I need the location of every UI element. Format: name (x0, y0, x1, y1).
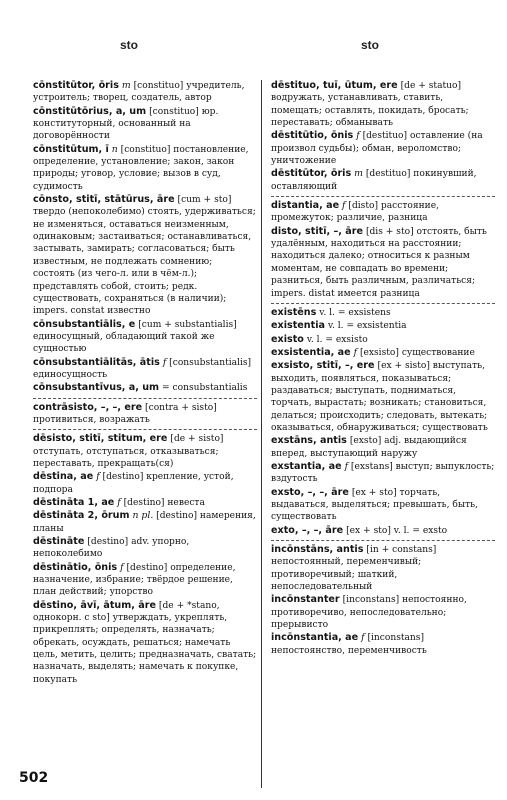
headword: exstāns, antis (271, 435, 347, 447)
dictionary-entry (271, 461, 495, 487)
page-number: 502 (19, 770, 49, 786)
definition: [dis + sto] отстоять, быть удалённым, находиться на расстоянии; находиться далеко; относиться к разным моментам, не совпадать во времени; разниться, быть различным, различаться; impers. distat имеется разница (271, 226, 487, 299)
definition: = consubstantialis (162, 383, 248, 394)
grammar-label: f (361, 632, 365, 644)
dictionary-entry (271, 130, 495, 168)
headword: dēstituo, tuī, ūtum, ere (271, 80, 398, 91)
definition: [exstans] выступ; выпуклость; вздутость (271, 461, 495, 485)
definition: [ex + sisto] выступать, выходить, появляться, показываться; раздаваться; выступать, подниматься, торчать, вырастать; возникать; становиться, делаться; происходить; следовать, вытекать; оказываться, обнаруживаться; существовать (271, 361, 488, 433)
running-header-left: sto (120, 38, 138, 52)
definition: [constituo] юр. конституторный, основанный на договорённости (33, 106, 219, 142)
dictionary-entry (33, 319, 257, 357)
dictionary-entry (33, 194, 257, 318)
grammar-label: f (342, 200, 346, 212)
entry-separator (33, 429, 257, 430)
headword: contrāsisto, –, –, ere (33, 401, 143, 413)
headword: incōnstāns, antis (271, 544, 364, 556)
dictionary-entry (271, 525, 495, 538)
definition: [exsisto] существование (357, 347, 475, 358)
headword: cōnstitūtor, ōris (33, 80, 119, 91)
dictionary-entry (271, 200, 495, 226)
grammar-label: n pl. (132, 510, 154, 522)
definition: [constituo] учредитель, устроитель; творец, создатель, автор (33, 81, 245, 104)
dictionary-entry (271, 80, 495, 130)
definition: [destino] крепление, устой, подпора (33, 472, 234, 495)
definition: v. l. = exsisto (306, 334, 368, 345)
headword: existēns (271, 306, 317, 318)
running-header-right: sto (361, 38, 379, 52)
column-divider (261, 80, 262, 788)
dictionary-entry (33, 144, 257, 194)
headword: dēstināta 1, ae (33, 497, 115, 508)
headword: dēstina, ae (33, 471, 94, 483)
dictionary-entry (271, 544, 495, 594)
definition: v. l. = exsistens (319, 307, 391, 318)
dictionary-entry (271, 168, 495, 194)
dictionary-entry (271, 307, 495, 320)
headword: exto, –, –, āre (271, 524, 344, 536)
dictionary-entry (271, 632, 495, 658)
headword: cōnstitūtōrius, a, um (33, 105, 147, 117)
entry-separator (33, 398, 257, 399)
headword: exstantia, ae (271, 460, 342, 472)
definition: [destino] adv. упорно, непоколебимо (33, 537, 190, 560)
definition: [cum + sto] твердо (непоколебимо) стоять, удерживаться; не изменяться, оставаться неизменным, одинаковым; застаиваться; останавливаться, застывать, замирать; согласоваться; быть известным, не подлежать сомнению; состоять (из чего-л. или в чём-л.); представлять собой, стоить; редк. существовать, сохраняться (в наличии); impers. constat известно (33, 195, 256, 317)
grammar-label: f (96, 471, 100, 483)
grammar-label: f (353, 346, 358, 358)
definition: [in + constans] непостоянный, переменчивый; противоречивый; шаткий, непоследовательный (271, 545, 437, 593)
headword: dēsisto, stitī, stitum, ere (33, 433, 168, 445)
headword: incōnstantia, ae (271, 632, 359, 644)
headword: dēstitūtor, ōris (271, 168, 352, 180)
dictionary-entry (271, 487, 495, 525)
definition: [ex + sto] торчать, выдаваться, выделяться; превышать, быть, существовать (271, 487, 478, 523)
definition: [destituo] оставление (на произвол судьбы); обман, вероломство; уничтожение (271, 131, 483, 167)
headword: dēstināte (33, 536, 85, 548)
definition: [inconstans] непостоянство, переменчивость (271, 633, 427, 656)
headword: distantia, ae (271, 200, 340, 212)
dictionary-entry (271, 435, 495, 461)
entry-separator (271, 540, 495, 541)
definition: v. l. = exsistentia (327, 321, 407, 332)
definition: [exsto] adj. выдающийся вперед, выступающий наружу (271, 436, 467, 459)
definition: [ex + sto] v. l. = exsto (346, 525, 448, 536)
headword: cōnsubstantīvus, a, um (33, 382, 160, 394)
dictionary-entry (33, 600, 257, 687)
definition: [de + statuo] водружать, устанавливать, ставить, помещать; оставлять, покидать, бросать; переставать; обманывать (271, 81, 469, 129)
headword: incōnstanter (271, 594, 340, 606)
grammar-label: f (162, 356, 167, 368)
definition: [constituo] постановление, определение, установление; закон, закон природы; уговор, условие; вызов в суд, судимость (33, 144, 249, 192)
dictionary-entry (33, 497, 257, 510)
definition: [disto] расстояние, промежуток; различие, разница (271, 201, 439, 224)
dictionary-entry (33, 536, 257, 562)
headword: dēstināta 2, ōrum (33, 510, 130, 522)
headword: disto, stitī, –, āre (271, 225, 363, 237)
entry-separator (271, 303, 495, 304)
grammar-label: f (356, 130, 360, 142)
grammar-label: m (354, 168, 363, 180)
headword: exsto, –, –, āre (271, 486, 349, 498)
dictionary-entry (33, 471, 257, 497)
definition: [inconstans] непостоянно, противоречиво, непоследовательно; прерывисто (271, 595, 467, 631)
definition: [consubstantialis] единосущность (33, 357, 252, 380)
dictionary-entry (33, 433, 257, 471)
dictionary-entry (33, 382, 257, 395)
headword: dēstinātio, ōnis (33, 561, 118, 573)
definition: [contra + sisto] противиться, возражать (33, 402, 217, 425)
dictionary-entry (271, 594, 495, 632)
grammar-label: n (111, 143, 118, 155)
headword: cōnsubstantiālitās, ātis (33, 356, 160, 368)
headword: cōnstitūtum, ī (33, 143, 109, 155)
dictionary-entry (33, 402, 257, 428)
right-column (271, 80, 495, 658)
definition: [destino] намерения, планы (33, 511, 256, 534)
headword: exsisto, stitī, –, ere (271, 360, 375, 372)
dictionary-entry (33, 106, 257, 144)
dictionary-entry (271, 334, 495, 347)
headword: dēstino, āvī, ātum, āre (33, 599, 156, 611)
definition: [destino] определение, назначение, избрание; твёрдое решение, план действий; упорство (33, 562, 236, 598)
dictionary-entry (33, 357, 257, 383)
grammar-label: f (344, 460, 349, 472)
definition: [destino] невеста (120, 498, 205, 508)
headword: cōnsubstantiālis, e (33, 318, 136, 330)
headword: dēstitūtio, ōnis (271, 130, 354, 142)
dictionary-entry (271, 320, 495, 333)
dictionary-entry (33, 562, 257, 600)
definition: [cum + substantialis] единосущный, обладающий такой же сущностью (33, 319, 237, 355)
dictionary-entry (271, 360, 495, 435)
left-column (33, 80, 257, 687)
headword: exsistentia, ae (271, 346, 351, 358)
definition: [destituo] покинувший, оставляющий (271, 169, 477, 192)
definition: [de + *stano, однокорн. с sto] утверждать, укреплять, прикреплять; определять, назначать; обрекать, осуждать, решаться; намечать цель, метить, целить; предназначать, сватать; назначать, выделять; намечать к покупке, покупать (33, 600, 257, 685)
grammar-label: m (121, 80, 131, 91)
headword: existentia (271, 320, 325, 332)
entry-separator (271, 196, 495, 197)
dictionary-entry (271, 226, 495, 301)
dictionary-entry (271, 347, 495, 360)
grammar-label: f (117, 497, 121, 508)
dictionary-entry (33, 80, 257, 106)
grammar-label: f (120, 561, 124, 573)
headword: cōnsto, stitī, stātūrus, āre (33, 194, 175, 206)
headword: existo (271, 333, 304, 345)
dictionary-entry (33, 510, 257, 536)
definition: [de + sisto] отступать, отступаться, отказываться; переставать, прекращать(ся) (33, 434, 224, 469)
